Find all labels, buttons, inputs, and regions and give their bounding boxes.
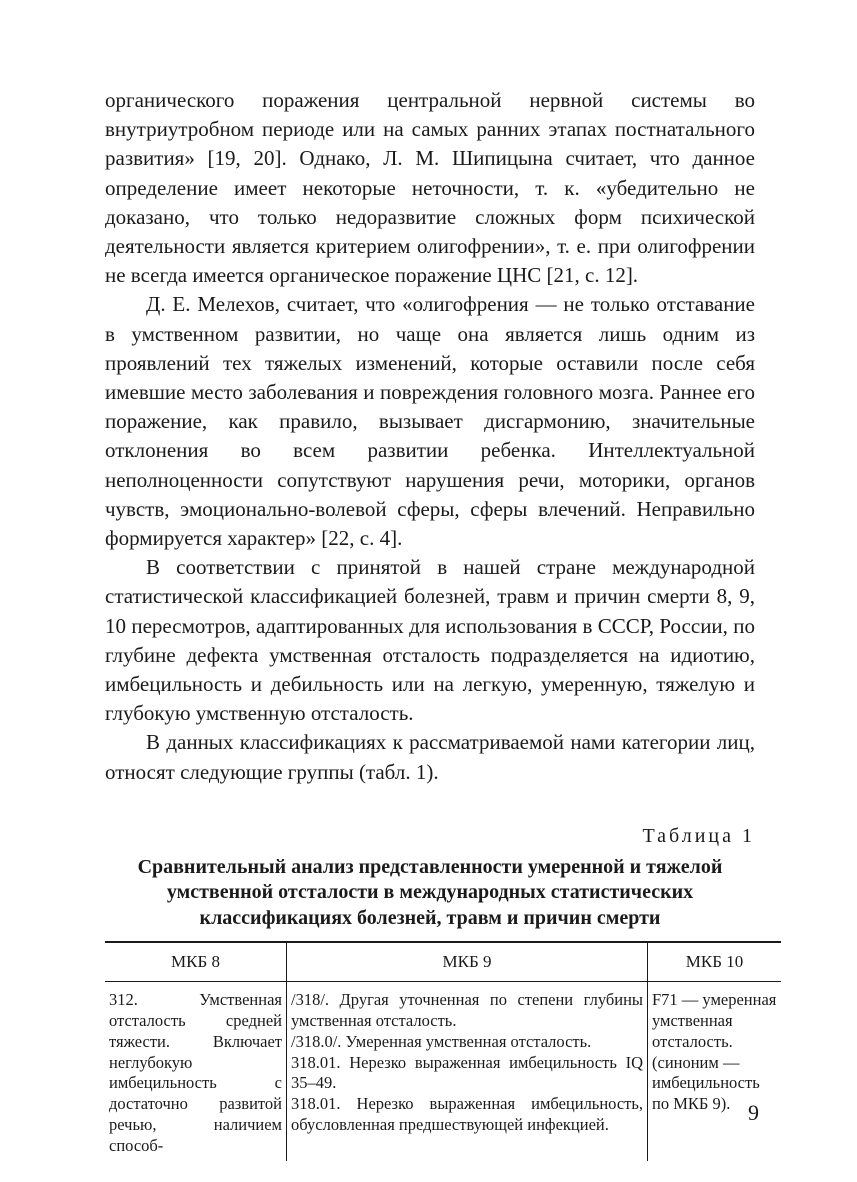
paragraph-3: В соответствии с принятой в нашей стране международной статистической классификацией болезней, травм и причин смерти 8, 9, 10 пересмотров, адаптированных для использования в СССР, России, по глубине дефекта умственная отсталость подразделяется на идиотию, имбецильность и дебильность или на легкую, умеренную, тяжелую и глубокую умственную отсталость.: [105, 555, 755, 726]
cell-mkb9: [287, 982, 648, 1161]
table-label: Таблица 1: [642, 824, 755, 847]
table-row: [105, 982, 781, 1161]
table-title-line: классификациях болезней, травм и причин смерти: [199, 906, 661, 929]
table-header-row: [105, 942, 781, 981]
page-number: 9: [748, 1100, 759, 1125]
table-title-line: умственной отсталости в международных статистических: [166, 881, 694, 904]
cell-mkb8: 312. Умственная отсталость средней тяжести. Включает неглубокую имбецильность с достаточно развитой речью, наличием способ-: [109, 990, 282, 1155]
mkb9-entry: 318.01. Нерезко выраженная имбецильность IQ 35–49.: [291, 1052, 643, 1093]
page-content: [105, 86, 777, 1161]
table-title: [105, 855, 755, 932]
paragraph-2: Д. Е. Мелехов, считает, что «олигофрения — не только отставание в умственном развитии, но чаще она является лишь одним из проявлений тех тяжелых изменений, которые оставили после себя имевшие место заболевания и повреждения головного мозга. Раннее его поражение, как правило, вызывает дисгармонию, значительные отклонения во всем развитии ребенка. Интеллектуальной неполноценности сопутствуют нарушения речи, моторики, органов чувств, эмоционально-волевой сферы, сферы влечений. Неправильно формируется характер» [22, с. 4].: [105, 292, 755, 551]
mkb9-entry: /318.0/. Умеренная умственная отсталость.: [291, 1031, 592, 1051]
header-mkb10: МКБ 10: [648, 942, 782, 981]
paragraph-4: В данных классификациях к рассматриваемой нами категории лиц, относят следующие группы (табл. 1).: [105, 730, 755, 784]
table-title-line: Сравнительный анализ представленности умеренной и тяжелой: [137, 855, 723, 878]
mkb9-entry: 318.01. Нерезко выраженная имбецильность, обусловленная предшествующей инфекцией.: [291, 1094, 643, 1134]
classification-table: [105, 941, 781, 1160]
mkb9-entry: /318/. Другая уточненная по степени глубины умственная отсталость.: [291, 990, 643, 1030]
header-mkb9: МКБ 9: [287, 942, 648, 981]
header-mkb8: МКБ 8: [105, 942, 287, 981]
cell-mkb10: F71 — умеренная умственная отсталость. (синоним — имбецильность по МКБ 9).: [648, 982, 782, 1161]
paragraph-1: органического поражения центральной нервной системы во внутриутробном периоде или на самых ранних этапах постнатального развития» [19, 20]. Однако, Л. М. Шипицына считает, что данное определение имеет некоторые неточности, т. к. «убедительно не доказано, что только недоразвитие сложных форм психической деятельности является критерием олигофрении», т. е. при олигофрении не всегда имеется органическое поражение ЦНС [21, с. 12].: [105, 88, 755, 288]
